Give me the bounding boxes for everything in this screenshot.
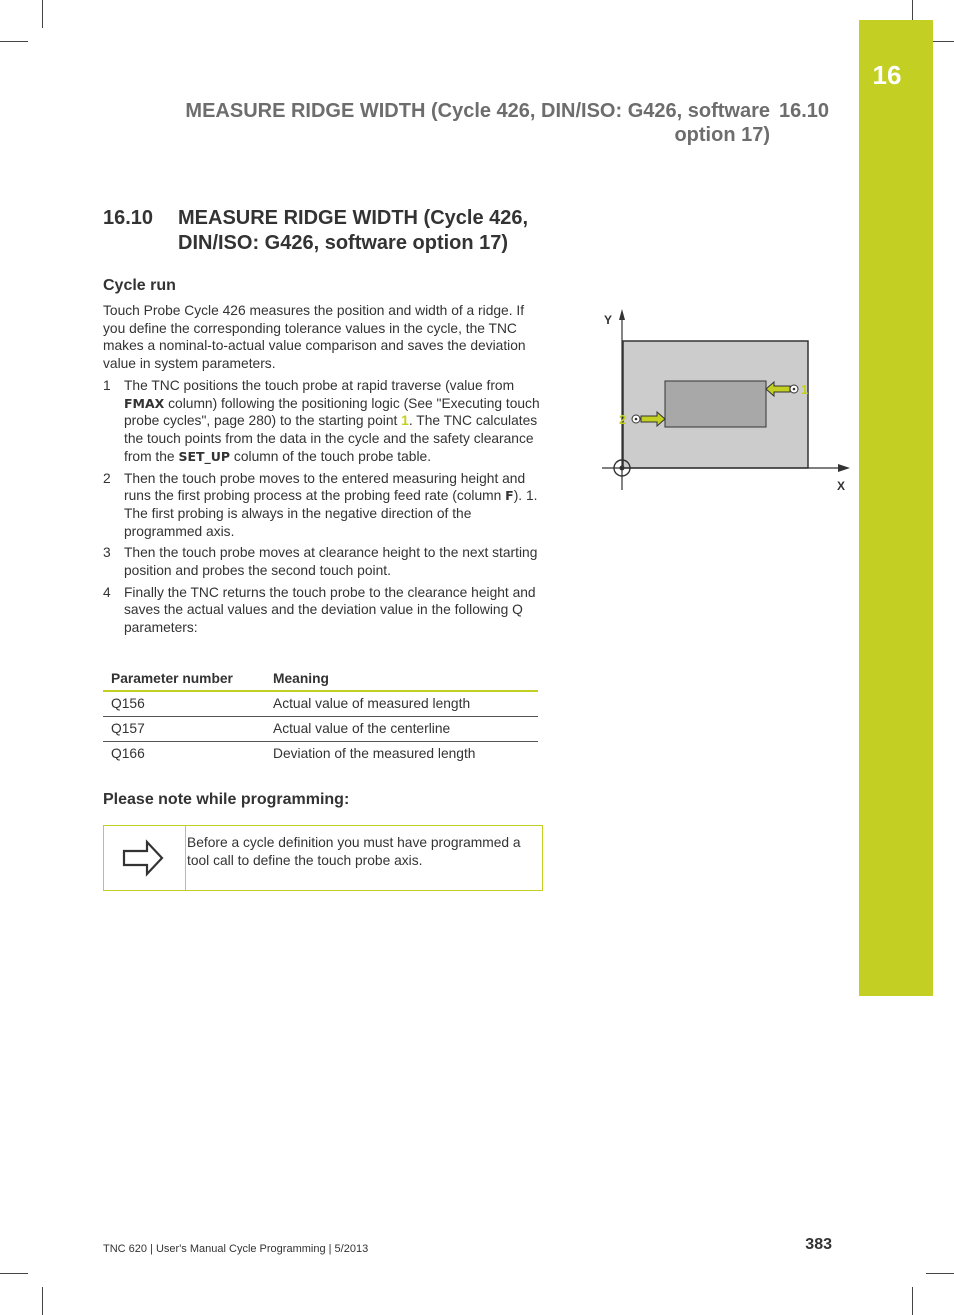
table-cell: Q157 (103, 717, 265, 742)
cycle-run-intro: Touch Probe Cycle 426 measures the position and width of a ridge. If you define the corresponding tolerance values in the cycle, the TNC makes a nominal-to-actual value comparison and saves the deviation value in system parameters. (103, 303, 526, 372)
keyword-f: F (505, 488, 514, 504)
ridge-diagram (598, 300, 854, 496)
table-row (103, 691, 538, 717)
right-arrow-icon (120, 834, 168, 882)
table-cell: Q156 (103, 691, 265, 717)
table-header-row (103, 668, 538, 691)
crop-mark (42, 1287, 43, 1315)
crop-mark (42, 0, 43, 28)
crop-mark (926, 1273, 954, 1274)
page-footer: TNC 620 | User's Manual Cycle Programming | 5/2013 (103, 1243, 369, 1255)
step-text: . The TNC calculates the touch points from the data in the cycle and the safety clearance from the (124, 413, 538, 464)
chapter-tab (859, 20, 933, 996)
crop-mark (0, 41, 28, 42)
point-label-1: 1 (801, 382, 809, 397)
q-parameter-table (103, 668, 538, 766)
step-text: column) following the positioning logic (See "Executing touch probe cycles", page 280) to the starting point (124, 395, 540, 429)
crop-mark (912, 1287, 913, 1315)
y-axis-arrow (619, 309, 625, 320)
table-row (103, 742, 538, 767)
list-item (103, 470, 543, 541)
table-cell: Actual value of measured length (265, 691, 538, 717)
list-item (103, 544, 543, 579)
x-axis-arrow (838, 464, 850, 472)
table-cell: Q166 (111, 746, 145, 761)
list-item (103, 584, 543, 637)
step-number: 4 (103, 584, 111, 600)
note-box (103, 825, 543, 891)
page-number: 383 (805, 1236, 832, 1253)
ridge (665, 381, 766, 427)
step-number: 3 (103, 545, 111, 561)
note-text: Before a cycle definition you must have programmed a tool call to define the touch probe axis. (187, 835, 521, 868)
keyword-fmax: FMAX (124, 395, 165, 411)
point-label-2: 2 (619, 412, 627, 427)
step-text: Then the touch probe moves at clearance height to the next starting position and probes the second touch point. (124, 545, 538, 579)
step-text: Finally the TNC returns the touch probe to the clearance height and saves the actual values and the deviation value in the following Q parameters: (124, 584, 536, 636)
cycle-run-heading: Cycle run (103, 277, 176, 294)
running-head-section: 16.10 (779, 100, 830, 122)
x-axis-label: X (837, 479, 846, 493)
list-item (103, 377, 543, 466)
cycle-steps-list (103, 377, 543, 641)
point-reference: 1 (401, 413, 409, 429)
chapter-number: 16 (872, 60, 902, 90)
step-text: column of the touch probe table. (230, 448, 432, 464)
y-axis-label: Y (604, 313, 613, 327)
origin-dot (620, 466, 625, 471)
note-heading: Please note while programming: (103, 791, 350, 808)
table-cell: Actual value of the centerline (265, 717, 538, 742)
keyword-set-up: SET_UP (178, 448, 231, 464)
touch-point-2-dot (635, 418, 638, 421)
step-text: Then the touch probe moves to the entered measuring height and runs the first probing process at the probing feed rate (column (124, 470, 526, 504)
step-number: 2 (103, 470, 111, 486)
running-head-title: MEASURE RIDGE WIDTH (Cycle 426, DIN/ISO: G426, software option 17) (185, 100, 770, 146)
note-divider (185, 826, 186, 890)
table-row (103, 717, 538, 742)
touch-point-1-dot (793, 388, 796, 391)
step-text: ). 1. The first probing is always in the negative direction of the programmed axis. (124, 488, 538, 539)
section-number: 16.10 (103, 207, 154, 229)
step-text: The TNC positions the touch probe at rapid traverse (value from (124, 378, 515, 393)
column-header: Parameter number (103, 668, 265, 691)
column-header: Meaning (265, 668, 538, 691)
step-number: 1 (103, 378, 111, 393)
section-title: MEASURE RIDGE WIDTH (Cycle 426, DIN/ISO: G426, software option 17) (178, 207, 529, 254)
table-cell: Deviation of the measured length (273, 746, 476, 761)
crop-mark (0, 1273, 28, 1274)
